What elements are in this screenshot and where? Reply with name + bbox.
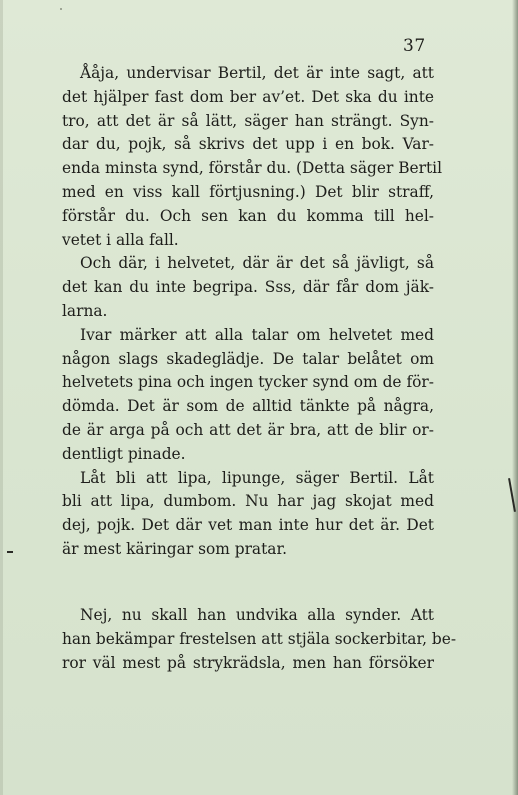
paragraph — [62, 324, 434, 467]
paragraph — [62, 604, 457, 675]
paper-speck — [60, 8, 62, 10]
page-number: 37 — [403, 36, 426, 56]
text-line: det hjälper fast dom ber av’et. Det ska du inte — [62, 87, 434, 106]
text-line: dentligt pinade. — [62, 444, 186, 463]
text-line: helvetets pina och ingen tycker synd om de för- — [62, 373, 434, 392]
text-line: Ååja, undervisar Bertil, det är inte sagt, att — [80, 64, 434, 82]
text-line: ror väl mest på strykrädsla, men han försöker — [62, 653, 434, 672]
text-line: är mest käringar som pratar. — [62, 539, 288, 558]
text-line: han bekämpar frestelsen att stjäla sockerbitar, be- — [62, 629, 457, 648]
text-line: det kan du inte begripa. Sss, där får dom jäk- — [62, 278, 434, 297]
paragraph — [62, 252, 434, 323]
paragraph — [62, 467, 434, 562]
text-line: tro, att det är så lätt, säger han strängt. Syn- — [62, 111, 434, 130]
text-line: Nej, nu skall han undvika alla synder. Att — [80, 606, 434, 624]
page-right-edge-shadow — [512, 0, 518, 795]
main-text-block — [62, 62, 443, 562]
text-line: enda minsta synd, förstår du. (Detta säger Bertil — [62, 159, 443, 178]
text-line: dar du, pojk, så skrivs det upp i en bok. Var- — [62, 135, 434, 154]
text-line: dej, pojk. Det där vet man inte hur det är. Det — [62, 516, 434, 535]
margin-pencil-mark — [7, 551, 13, 553]
paragraph — [62, 62, 443, 252]
text-line: bli att lipa, dumbom. Nu har jag skojat med — [62, 492, 434, 511]
text-line: vetet i alla fall. — [62, 230, 179, 249]
text-line: Ivar märker att alla talar om helvetet med — [80, 325, 434, 344]
text-line: Och där, i helvetet, där är det så jävligt, så — [80, 254, 434, 273]
section-text-block — [62, 604, 457, 675]
text-line: med en viss kall förtjusning.) Det blir straff, — [62, 182, 434, 201]
page-left-edge — [0, 0, 3, 795]
text-line: någon slags skadeglädje. De talar belåtet om — [62, 349, 434, 368]
text-line: larna. — [62, 301, 108, 320]
text-line: dömda. Det är som de alltid tänkte på några, — [62, 397, 434, 416]
text-line: de är arga på och att det är bra, att de blir or- — [62, 420, 434, 439]
text-line: Låt bli att lipa, lipunge, säger Bertil. Låt — [80, 468, 434, 487]
text-line: förstår du. Och sen kan du komma till hel- — [62, 206, 434, 225]
